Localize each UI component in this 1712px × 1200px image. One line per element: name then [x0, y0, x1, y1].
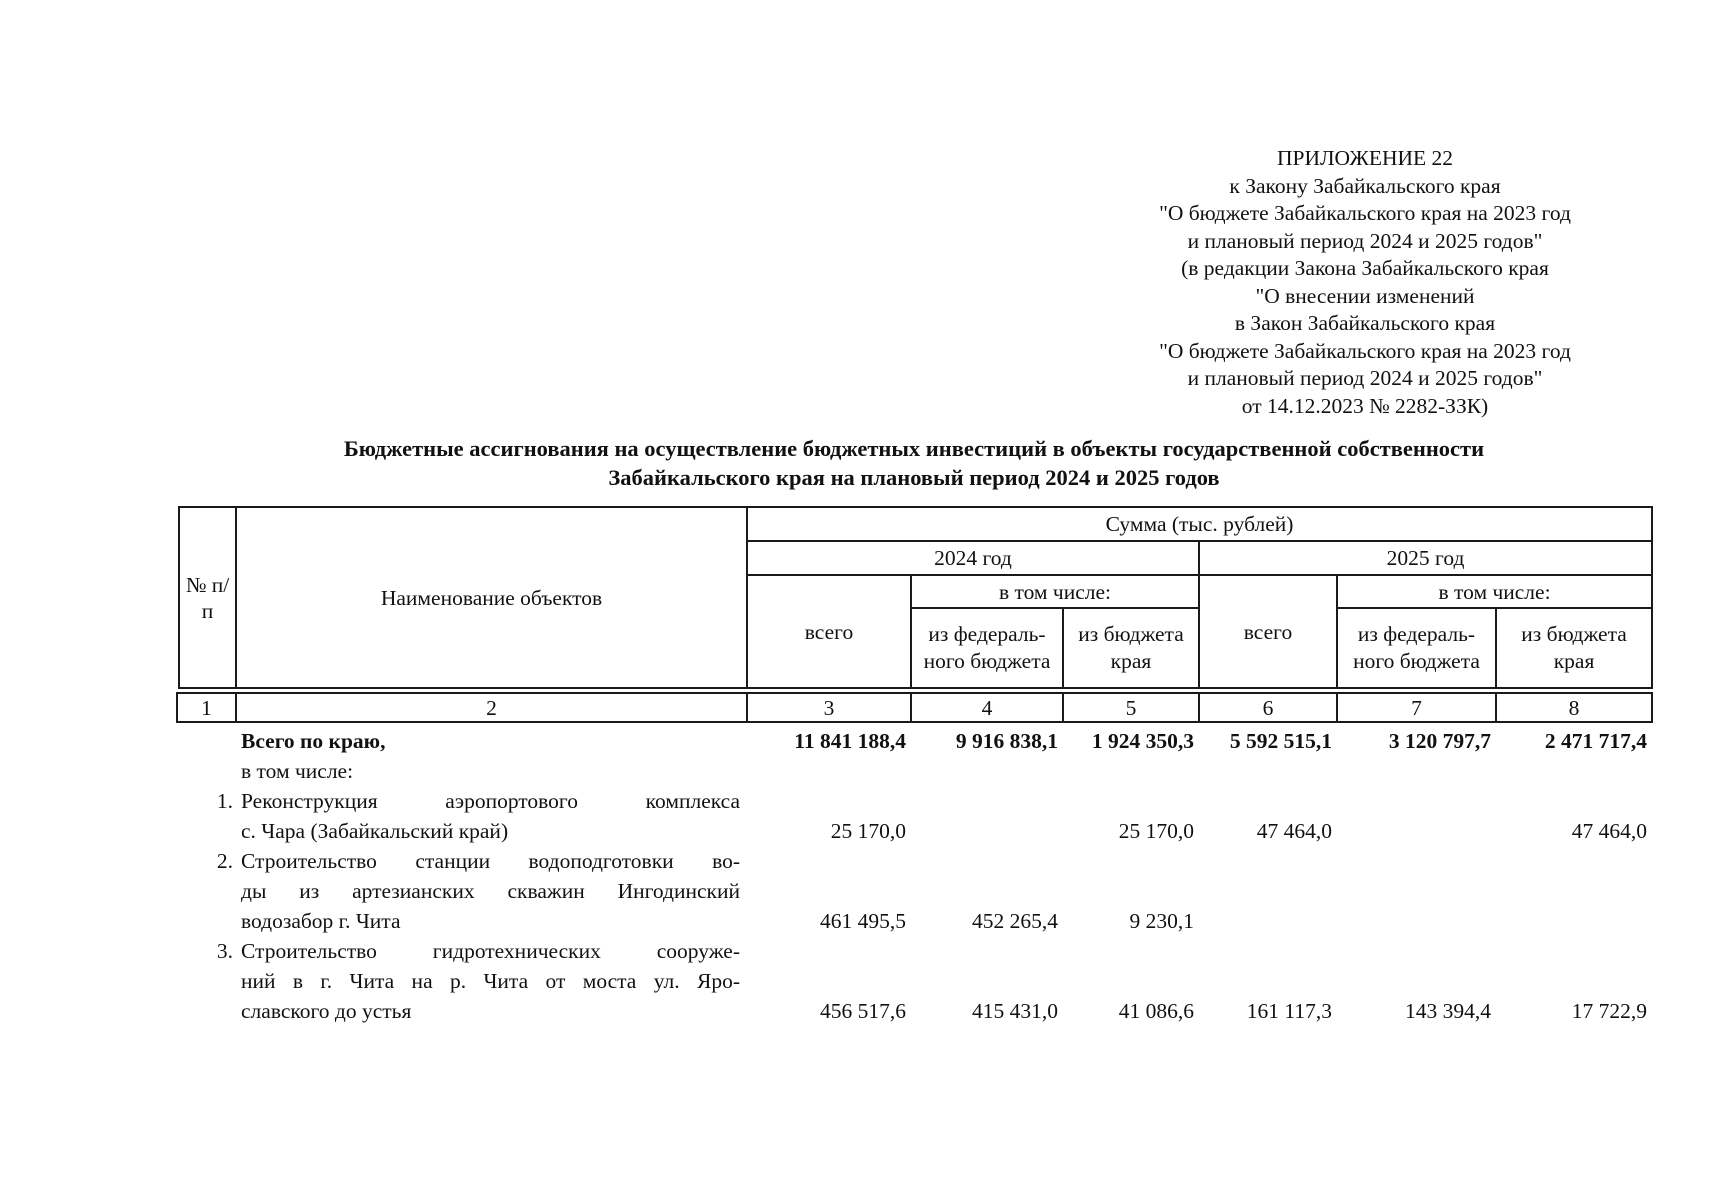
row-value: 47 464,0	[1256, 819, 1332, 843]
appendix-block	[1095, 145, 1635, 420]
row-value	[1336, 846, 1495, 936]
table-header	[178, 506, 1653, 689]
table-body	[176, 726, 1651, 1026]
row-number: 2.	[216, 849, 233, 873]
row-value: 143 394,4	[1405, 999, 1491, 1023]
row-name: Строительство станции водоподготовки во- ды из артезианских скважин Ингодинский водозабор г. Чита	[241, 849, 740, 933]
row-value: 415 431,0	[972, 999, 1058, 1023]
header-regional-2024: из бюджета края	[1063, 608, 1199, 688]
header-total-2024: всего	[747, 575, 911, 688]
header-federal-2024: из федераль- ного бюджета	[911, 608, 1063, 688]
header-year-2024: 2024 год	[747, 541, 1199, 575]
appendix-line: (в редакции Закона Забайкальского края	[1181, 256, 1549, 280]
column-number: 6	[1199, 693, 1337, 722]
appendix-line: "О бюджете Забайкальского края на 2023 год	[1159, 338, 1571, 363]
header-federal-2025: из федераль- ного бюджета	[1337, 608, 1496, 688]
total-value: 11 841 188,4	[794, 729, 906, 753]
title-line-2: Забайкальского края на плановый период 2024 и 2025 годов	[608, 465, 1220, 490]
appendix-line: "О внесении изменений	[1255, 283, 1475, 308]
row-value: 161 117,3	[1246, 999, 1332, 1023]
row-value	[1495, 846, 1651, 936]
header-year-2025: 2025 год	[1199, 541, 1652, 575]
table-row-including	[176, 756, 1651, 786]
row-value: 456 517,6	[820, 999, 906, 1023]
appendix-line: "О бюджете Забайкальского края на 2023 год	[1159, 201, 1571, 225]
row-value: 47 464,0	[1571, 819, 1647, 843]
total-value: 3 120 797,7	[1388, 729, 1491, 753]
header-including-2024: в том числе:	[911, 575, 1199, 608]
header-sum: Сумма (тыс. рублей)	[747, 507, 1652, 541]
total-value: 1 924 350,3	[1091, 729, 1194, 753]
row-value: 17 722,9	[1571, 999, 1647, 1023]
row-value	[1336, 786, 1495, 846]
appendix-line: в Закон Забайкальского края	[1234, 311, 1496, 335]
row-value: 452 265,4	[972, 909, 1058, 933]
total-label: Всего по краю,	[241, 729, 386, 753]
row-value: 25 170,0	[830, 819, 906, 843]
including-label: в том числе:	[241, 759, 354, 783]
row-value: 9 230,1	[1129, 909, 1194, 933]
column-number: 4	[911, 693, 1063, 722]
header-regional-2025: из бюджета края	[1496, 608, 1652, 688]
appendix-line: ПРИЛОЖЕНИЕ 22	[1276, 146, 1454, 170]
appendix-line: и плановый период 2024 и 2025 годов"	[1187, 366, 1543, 390]
appendix-line: к Закону Забайкальского края	[1229, 173, 1501, 198]
row-value: 461 495,5	[820, 909, 906, 933]
header-num: № п/п	[179, 507, 236, 688]
column-number: 7	[1337, 693, 1496, 722]
row-number: 3.	[216, 939, 233, 963]
table-row-total	[176, 726, 1651, 756]
column-number: 2	[236, 693, 747, 722]
column-numbers-row	[176, 692, 1653, 723]
total-value: 5 592 515,1	[1229, 729, 1332, 753]
total-value: 2 471 717,4	[1544, 729, 1647, 753]
column-number: 1	[177, 693, 236, 722]
header-name: Наименование объектов	[236, 507, 747, 688]
document-title	[176, 434, 1652, 492]
column-number: 3	[747, 693, 911, 722]
appendix-line: от 14.12.2023 № 2282-ЗЗК)	[1241, 393, 1489, 418]
row-value: 25 170,0	[1118, 819, 1194, 843]
row-number: 1.	[216, 789, 233, 813]
column-number: 8	[1496, 693, 1652, 722]
row-name: Строительство гидротехнических сооруже- ний в г. Чита на р. Чита от моста ул. Яро- славского до устья	[241, 939, 740, 1023]
table-row	[176, 936, 1651, 1026]
header-including-2025: в том числе:	[1337, 575, 1652, 608]
row-name: Реконструкция аэропортового комплекса с. Чара (Забайкальский край)	[241, 789, 740, 843]
title-line-1: Бюджетные ассигнования на осуществление бюджетных инвестиций в объекты государственной собственности	[343, 436, 1485, 461]
appendix-line: и плановый период 2024 и 2025 годов"	[1187, 228, 1543, 253]
table-row	[176, 786, 1651, 846]
table-row	[176, 846, 1651, 936]
header-total-2025: всего	[1199, 575, 1337, 688]
row-value	[1198, 846, 1336, 936]
total-value: 9 916 838,1	[955, 729, 1058, 753]
row-value: 41 086,6	[1118, 999, 1194, 1023]
column-number: 5	[1063, 693, 1199, 722]
row-value	[910, 786, 1062, 846]
